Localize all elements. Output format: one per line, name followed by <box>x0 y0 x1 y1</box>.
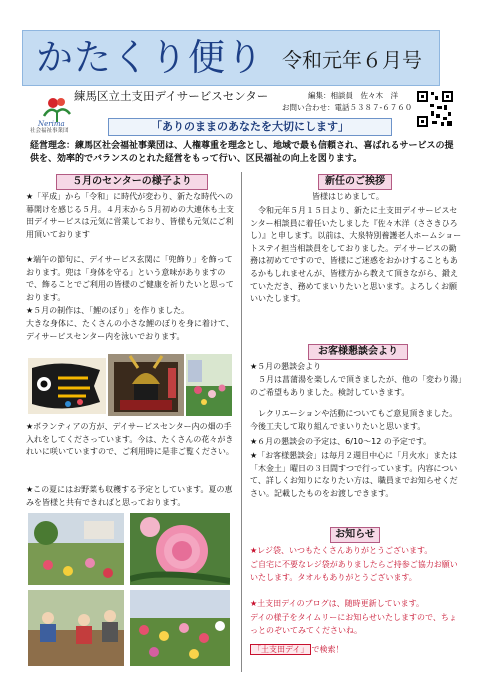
section-title-may: ５月のセンターの様子より <box>56 174 208 190</box>
qr-code-icon[interactable] <box>416 90 454 128</box>
paragraph-koinobori-detail: 大きな身体に、たくさんの小さな鯉のぼりを身に着けて、デイサービスセンター内を泳いでおります。 <box>26 319 234 341</box>
meeting-may-heading: ★５月の懇談会より <box>250 362 322 371</box>
notice-blog: ★土支田デイのブログは、随時更新しています。 <box>250 599 424 608</box>
greeting-body: 令和元年５月１５日より、新たに土支田デイサービスセンター相談員に着任いたしました『佐々木洋（ささきひろし）』と申します。以前は、大泉特別養護老人ホームショートステイ担当相談員をしておりました。デイサービスの勤務は初めてですので、皆様にご迷惑をおかけすることもあるかもしれませんが、皆様方から教えて頂きながら、鍛えていただき、務めてまいりたいと思います。よろしくお願いいたします。 <box>250 206 462 304</box>
column-divider <box>241 172 242 672</box>
blog-search-keyword[interactable]: 「土支田デイ」 <box>250 644 311 655</box>
greeting-hello: 皆様はじめまして。 <box>312 192 384 201</box>
flowerbed-photo <box>130 590 230 666</box>
editor-line: 編集：相談員 佐々木 洋 <box>308 91 398 100</box>
contact-line: お問い合わせ：電話５３８７-６７６０ <box>282 103 413 112</box>
blog-search-line <box>250 644 464 657</box>
notice-bags-request: ご自宅に不要なレジ袋がありましたらご持参ご協力お願いいたします。タオルもありがとうございます。 <box>250 560 458 582</box>
organization-name: 練馬区立土支田デイサービスセンター <box>74 89 269 103</box>
meeting-june-schedule: ★６月の懇談会の予定は、6/10～12 の予定です。 <box>250 437 432 446</box>
paragraph-koinobori: ★５月の制作は、「鯉のぼり」を作りました。 <box>26 306 190 315</box>
logo-caption: 社会福祉事業団 <box>30 128 69 134</box>
rose-photo <box>130 513 230 585</box>
flowers-photo <box>186 354 232 416</box>
notice-blog-detail: デイの様子をタイムリーにお知らせいたしますので、ちょっとのぞいてみてくださいね。 <box>250 613 457 635</box>
management-principle: 経営理念：練馬区社会福祉事業団は、人権尊重を理念とし、地域で最も信頼され、喜ばれるサービスの提供を、効率的でバランスのとれた経営をもって行い、区民福祉の向上を図ります。 <box>30 141 454 164</box>
blog-search-suffix: で検索！ <box>311 645 344 654</box>
section-title-notice: お知らせ <box>330 527 380 543</box>
newsletter-title: かたくり便り <box>36 36 264 79</box>
kabuto-photo <box>108 354 184 416</box>
nerima-logo-icon <box>36 94 78 128</box>
koinobori-photo <box>28 358 106 414</box>
paragraph-harvest: ★この夏にはお野菜も収穫する予定としています。夏の恵みを皆様と共有できればと思っております。 <box>26 485 233 507</box>
meeting-may-bath: ５月は菖蒲湯を楽しんで頂きましたが、他の「変わり湯」のご希望もありました。検討していきます。 <box>250 375 462 397</box>
paragraph-volunteer: ★ボランティアの方が、デイサービスセンター内の畑の手入れをしてくださっています。今は、たくさんの花々がきれいに咲いていますので、ご利用時に是非ご覧ください。 <box>26 422 234 457</box>
paragraph-kabuto: ★端午の節句に、デイサービス玄関に「兜飾り」を飾っております。兜は「身体を守る」という意味がありますので、飾ることでご利用の皆様のご健康を祈りたいと思っております。 <box>26 255 234 302</box>
slogan: 「ありのままのあなたを大切にします」 <box>108 118 392 136</box>
section-title-meeting: お客様懇談会より <box>308 344 408 360</box>
svg-text:Nerima: Nerima <box>38 120 65 128</box>
issue-date: 令和元年６月号 <box>282 48 422 72</box>
section-title-greeting: 新任のご挨拶 <box>318 174 392 190</box>
notice-bags: ★レジ袋、いつもたくさんありがとうございます。 <box>250 546 433 555</box>
garden-photo <box>28 513 124 585</box>
meeting-info: ★「お客様懇談会」は毎月２週目中心に「月火水」または「木金土」曜日の３日間すつで行っています。内容について、詳しくお知りになりたい方は、職員までお知らせください。記載したものをお渡しできます。 <box>250 451 458 498</box>
volunteers-photo <box>28 590 124 666</box>
paragraph-era: ★「平成」から「令和」に時代が変わり、新たな時代への幕開けを感じる５月。４月末から５月初めの大連休も土支田デイサービスは元気に営業しており、皆様も元気にご利用頂いております <box>26 192 234 239</box>
meeting-may-recreation: レクリエーションや活動についてもご意見頂きました。今後工夫して取り組んでまいりたいと思います。 <box>250 409 458 431</box>
